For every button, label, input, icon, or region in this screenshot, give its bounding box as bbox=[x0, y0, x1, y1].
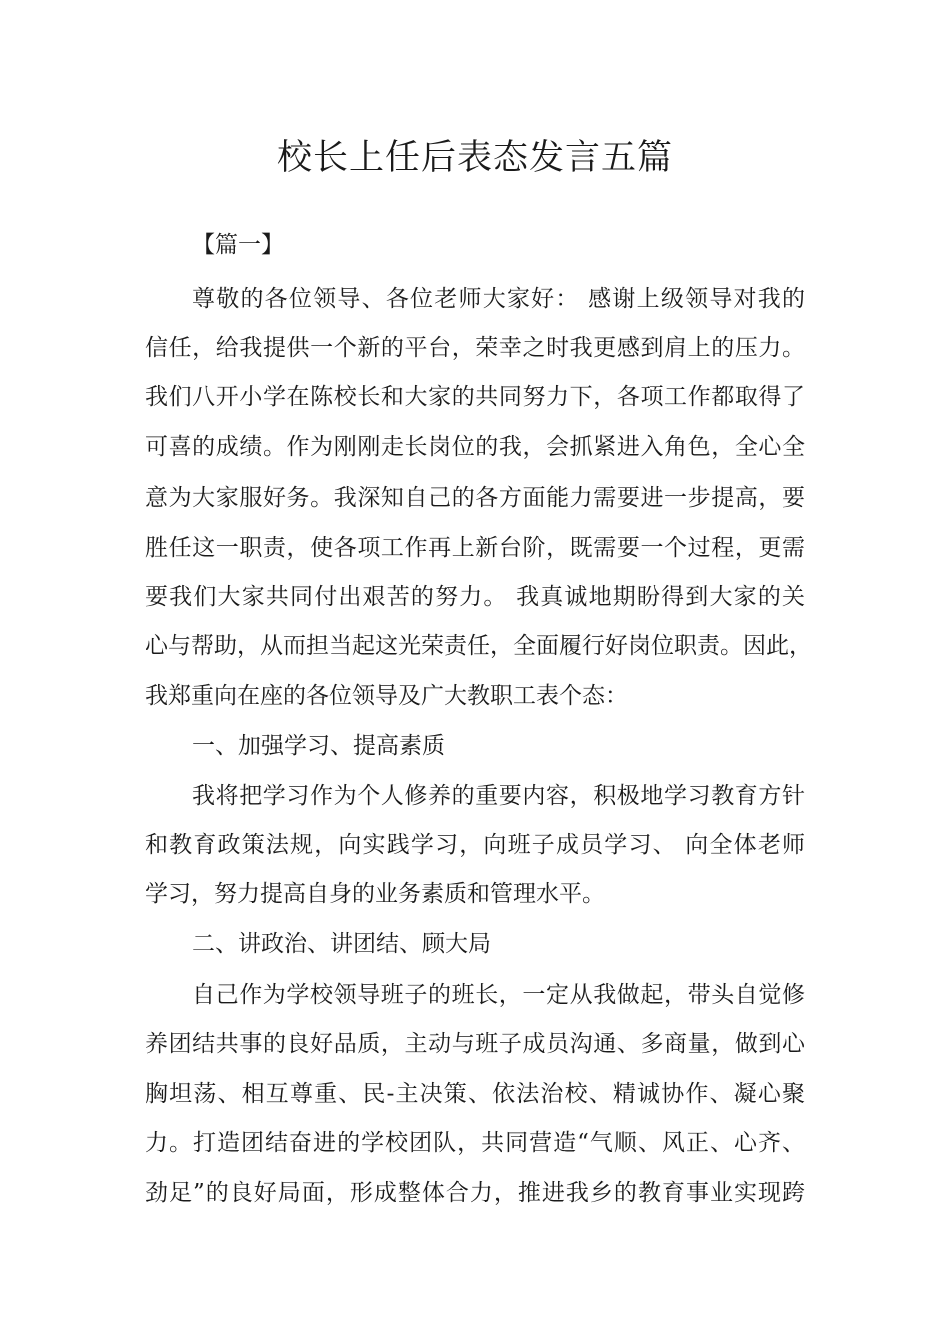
document-title: 校长上任后表态发言五篇 bbox=[276, 138, 673, 178]
paragraph-line: 可喜的成绩。作为刚刚走长岗位的我，会抓紧进入角色，全心全 bbox=[145, 434, 805, 460]
paragraph-line: 意为大家服好务。我深知自己的各方面能力需要进一步提高，要 bbox=[145, 485, 805, 511]
paragraph-line: 我郑重向在座的各位领导及广大教职工表个态： bbox=[145, 683, 628, 709]
paragraph-line: 劲足”的良好局面，形成整体合力，推进我乡的教育事业实现跨 bbox=[145, 1180, 805, 1206]
paragraph-line: 胸坦荡、相互尊重、民-主决策、依法治校、精诚协作、凝心聚 bbox=[145, 1081, 805, 1107]
paragraph-line: 自己作为学校领导班子的班长，一定从我做起，带头自觉修 bbox=[192, 982, 805, 1008]
paragraph-line: 力。打造团结奋进的学校团队，共同营造“气顺、风正、心齐、 bbox=[145, 1130, 805, 1156]
paragraph-line: 胜任这一职责，使各项工作再上新台阶，既需要一个过程，更需 bbox=[145, 535, 805, 561]
section-heading: 一、加强学习、提高素质 bbox=[192, 733, 445, 759]
paragraph-line: 尊敬的各位领导、各位老师大家好： 感谢上级领导对我的 bbox=[192, 286, 805, 312]
paragraph-line: 学习，努力提高自身的业务素质和管理水平。 bbox=[145, 881, 605, 907]
paragraph-line: 信任，给我提供一个新的平台，荣幸之时我更感到肩上的压力。 bbox=[145, 335, 805, 361]
paragraph-line: 我们八开小学在陈校长和大家的共同努力下，各项工作都取得了 bbox=[145, 384, 805, 410]
paragraph-line: 要我们大家共同付出艰苦的努力。 我真诚地期盼得到大家的关 bbox=[145, 584, 805, 610]
section-heading-part-one: 【篇一】 bbox=[192, 232, 284, 258]
section-heading: 二、讲政治、讲团结、顾大局 bbox=[192, 931, 491, 957]
paragraph-line: 我将把学习作为个人修养的重要内容，积极地学习教育方针 bbox=[192, 783, 805, 809]
paragraph-line: 养团结共事的良好品质，主动与班子成员沟通、多商量，做到心 bbox=[145, 1031, 805, 1057]
paragraph-line: 心与帮助，从而担当起这光荣责任，全面履行好岗位职责。因此， bbox=[145, 633, 812, 659]
paragraph-line: 和教育政策法规，向实践学习，向班子成员学习、 向全体老师 bbox=[145, 832, 805, 858]
